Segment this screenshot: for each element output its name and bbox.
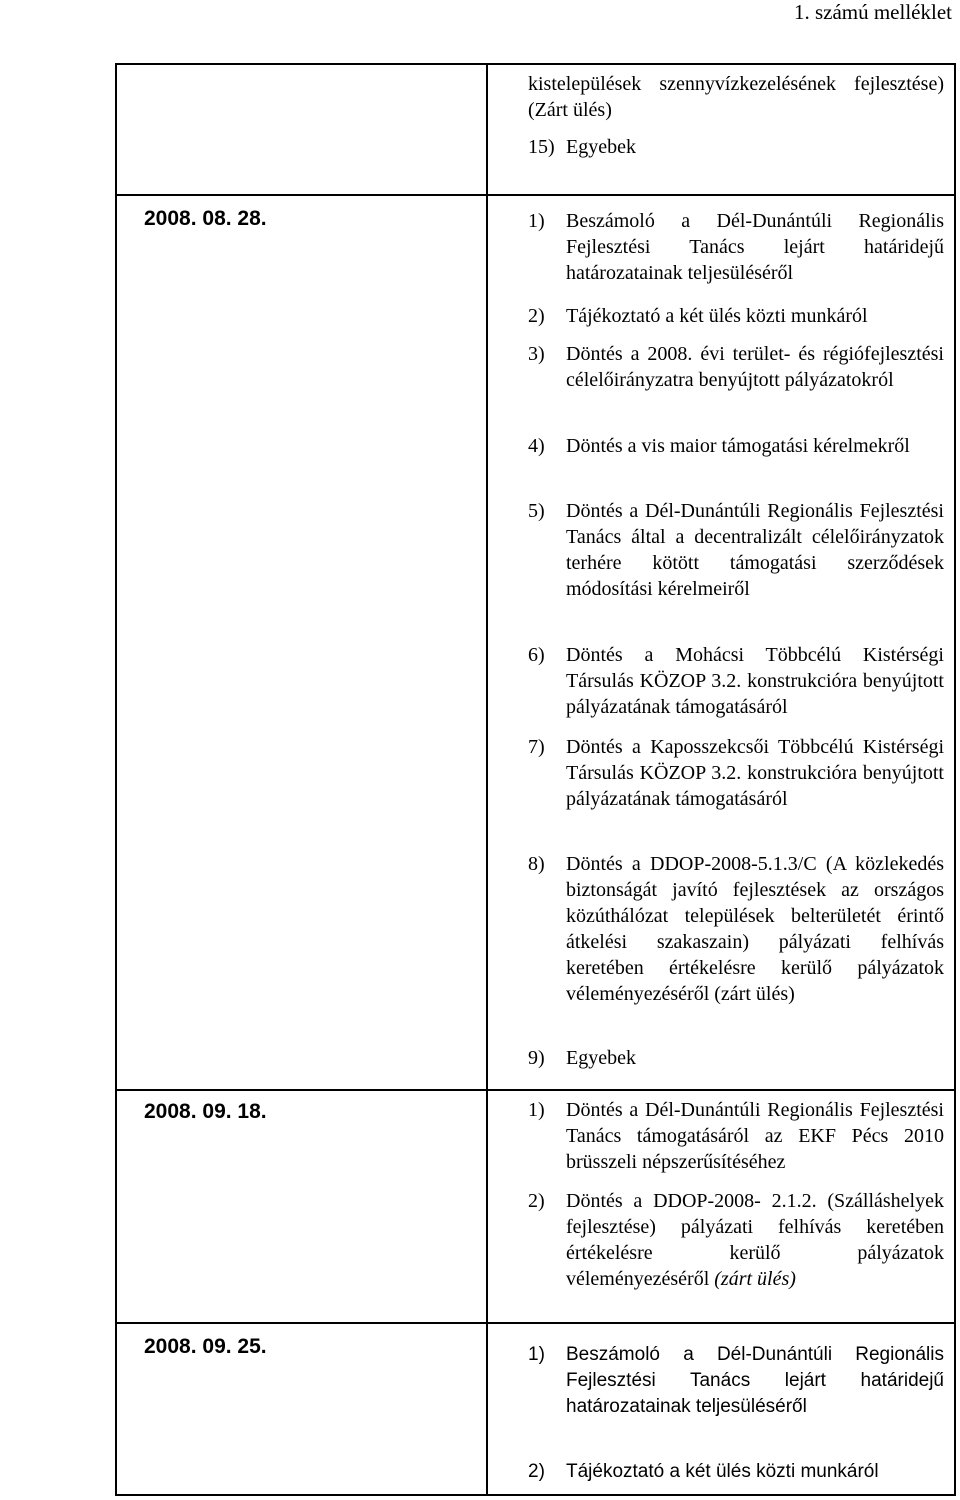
annex-label: 1. számú melléklet bbox=[793, 0, 952, 24]
agenda-item: 2) Tájékoztató a két ülés közti munkáról bbox=[528, 1461, 879, 1482]
agenda-table bbox=[115, 63, 956, 1496]
meeting-date: 2008. 08. 28. bbox=[144, 207, 267, 230]
agenda-item: 3) Döntés a 2008. évi terület- és régiófejlesztési célelőirányzatra benyújtott pályázatokról bbox=[528, 343, 944, 391]
meeting-date: 2008. 09. 18. bbox=[144, 1100, 267, 1123]
agenda-item: 9) Egyebek bbox=[528, 1047, 636, 1069]
agenda-item: 7) Döntés a Kaposszekcsői Többcélú Kistérségi Társulás KÖZOP 3.2. konstrukcióra benyújtott pályázatának támogatásáról bbox=[528, 736, 944, 810]
row-divider bbox=[117, 1089, 954, 1091]
agenda-item: 1) Beszámoló a Dél-Dunántúli Regionális Fejlesztési Tanács lejárt határidejű határozatainak teljesüléséről bbox=[528, 1344, 944, 1417]
agenda-item: 1) Döntés a Dél-Dunántúli Regionális Fejlesztési Tanács támogatásáról az EKF Pécs 2010 brüsszeli népszerűsítéséhez bbox=[528, 1099, 944, 1173]
column-divider bbox=[486, 65, 488, 1494]
agenda-item: 8) Döntés a DDOP-2008-5.1.3/C (A közlekedés biztonságát javító fejlesztések az országos közúthálózat települések belterületét érintő átkelési szakaszain) pályázati felhívás keretében értékelésre kerülő pályázatok véleményezéséről (zárt ülés) bbox=[528, 853, 944, 1005]
closed-session-note: (zárt ülés) bbox=[714, 1268, 796, 1290]
row-divider bbox=[117, 1322, 954, 1324]
agenda-item: 2) Tájékoztató a két ülés közti munkáról bbox=[528, 305, 868, 327]
agenda-item: 4) Döntés a vis maior támogatási kérelmekről bbox=[528, 435, 910, 457]
agenda-item-continuation: kistelepülések szennyvízkezelésének fejlesztése) (Zárt ülés) bbox=[528, 73, 944, 121]
agenda-item: 1) Beszámoló a Dél-Dunántúli Regionális Fejlesztési Tanács lejárt határidejű határozatainak teljesüléséről bbox=[528, 210, 944, 284]
agenda-item: 5) Döntés a Dél-Dunántúli Regionális Fejlesztési Tanács által a decentralizált célelőirányzatok terhére kötött támogatási szerződések módosítási kérelmeiről bbox=[528, 500, 944, 600]
agenda-item: 15) Egyebek bbox=[528, 136, 636, 158]
agenda-item: 2) Döntés a DDOP-2008- 2.1.2. (Szálláshelyek fejlesztése) pályázati felhívás keretében értékelésre kerülő pályázatok véleményezéséről (zárt ülés) bbox=[528, 1190, 944, 1290]
meeting-date: 2008. 09. 25. bbox=[144, 1335, 267, 1358]
row-divider bbox=[117, 194, 954, 196]
agenda-item: 6) Döntés a Mohácsi Többcélú Kistérségi Társulás KÖZOP 3.2. konstrukcióra benyújtott pályázatának támogatásáról bbox=[528, 644, 944, 718]
